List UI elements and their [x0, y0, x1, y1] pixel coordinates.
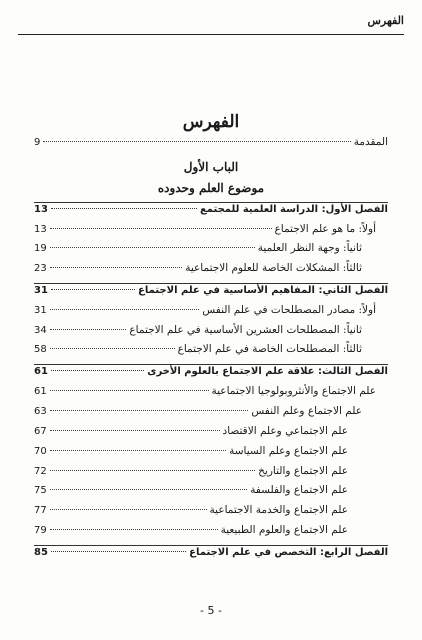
toc-entry[interactable]: [34, 304, 376, 321]
dot-leader: [51, 289, 135, 290]
dot-leader: [50, 509, 207, 510]
toc-entry-label: علم الاجتماع وعلم السياسة: [229, 445, 348, 457]
toc-entry[interactable]: [34, 343, 362, 360]
toc-entry-label: علم الاجتماع وعلم النفس: [251, 405, 362, 417]
chapter-rule: [34, 545, 388, 546]
dot-leader: [50, 247, 255, 248]
toc-entry-label: الفصل الأول: الدراسة العلمية للمجتمع: [199, 204, 388, 215]
toc-entry-label: أولاً: مصادر المصطلحات في علم النفس: [202, 304, 376, 316]
toc-entry[interactable]: [34, 445, 348, 462]
dot-leader: [50, 489, 247, 490]
toc-page-number: 34: [34, 325, 47, 336]
dot-leader: [51, 370, 144, 371]
toc-entry-label: الفصل الثالث: علاقة علم الاجتماع بالعلوم الأخرى: [147, 366, 388, 377]
toc-entry[interactable]: [34, 465, 348, 482]
toc-entry[interactable]: [34, 223, 376, 240]
toc-entry-label: علم الاجتماع والأنثروبولوجيا الاجتماعية: [211, 385, 376, 397]
toc-page-number: 61: [34, 366, 48, 377]
toc-entry[interactable]: [34, 385, 376, 402]
toc-chapter-3[interactable]: [34, 366, 388, 383]
toc-page-number: 58: [34, 344, 47, 355]
dot-leader: [51, 208, 197, 209]
toc-entry-label: ثالثاً: المشكلات الخاصة للعلوم الاجتماعية: [185, 262, 362, 274]
toc-page-number: 77: [34, 505, 47, 516]
toc-page-number: 85: [34, 547, 48, 558]
dot-leader: [50, 267, 183, 268]
toc-entry-label: ثانياً: وجهة النظر العلمية: [257, 242, 362, 254]
toc-entry[interactable]: [34, 484, 348, 501]
toc-entry-label: علم الاجتماع والفلسفة: [250, 484, 348, 496]
toc-entry-label: علم الاجتماع والعلوم الطبيعية: [220, 524, 348, 536]
chapter-rule: [34, 364, 388, 365]
running-head: الفهرس: [367, 14, 404, 27]
toc-page-number: 13: [34, 224, 47, 235]
dot-leader: [51, 551, 186, 552]
toc-entry[interactable]: [34, 524, 348, 541]
toc-page-number: 31: [34, 285, 48, 296]
toc-page-number: 75: [34, 485, 47, 496]
toc-entry-label: الفصل الرابع: التخصص في علم الاجتماع: [189, 547, 388, 558]
toc-page-number: 19: [34, 243, 47, 254]
toc-entry-label: الفصل الثاني: المفاهيم الأساسية في علم الاجتماع: [138, 285, 388, 296]
toc-page-number: 23: [34, 263, 47, 274]
toc-page-number: 63: [34, 406, 47, 417]
toc-page-number: 9: [34, 137, 41, 148]
chapter-rule: [34, 283, 388, 284]
toc-page-number: 61: [34, 386, 47, 397]
dot-leader: [50, 329, 127, 330]
toc-chapter-1[interactable]: [34, 204, 388, 221]
dot-leader: [50, 410, 249, 411]
toc-page-number: 67: [34, 426, 47, 437]
part-subtitle: موضوع العلم وحدوده: [157, 181, 265, 195]
toc-page-number: 70: [34, 446, 47, 457]
toc-page-number: 31: [34, 305, 47, 316]
dot-leader: [50, 450, 226, 451]
toc-entry[interactable]: [34, 405, 362, 422]
toc-entry[interactable]: [34, 242, 362, 259]
dot-leader: [43, 141, 350, 142]
dot-leader: [50, 228, 272, 229]
toc-chapter-4[interactable]: [34, 547, 388, 564]
chapter-rule: [34, 202, 388, 203]
toc-entry[interactable]: [34, 262, 362, 279]
part-title: الباب الأول: [183, 160, 239, 174]
toc-entry[interactable]: [34, 324, 362, 341]
toc-page-number: 79: [34, 525, 47, 536]
dot-leader: [50, 529, 218, 530]
page-title: الفهرس: [182, 112, 240, 132]
toc-entry-label: ثانياً: المصطلحات العشرين الأساسية في علم الاجتماع: [129, 324, 362, 336]
header-rule: [18, 34, 404, 35]
toc-entry-intro[interactable]: [34, 136, 388, 153]
toc-entry-label: علم الاجتماعي وعلم الاقتصاد: [222, 425, 348, 437]
dot-leader: [50, 430, 220, 431]
dot-leader: [50, 348, 175, 349]
toc-chapter-2[interactable]: [34, 285, 388, 302]
toc-entry-label: المقدمة: [353, 136, 388, 148]
toc-entry-label: علم الاجتماع والخدمة الاجتماعية: [209, 504, 348, 516]
dot-leader: [50, 470, 255, 471]
toc-entry-label: ثالثاً: المصطلحات الخاصة في علم الاجتماع: [177, 343, 362, 355]
toc-page-number: 72: [34, 466, 47, 477]
page-number: - 5 -: [200, 604, 222, 617]
toc-entry-label: علم الاجتماع والتاريخ: [258, 465, 348, 477]
toc-page-number: 13: [34, 204, 48, 215]
dot-leader: [50, 390, 209, 391]
dot-leader: [50, 309, 200, 310]
toc-entry[interactable]: [34, 425, 348, 442]
toc-entry-label: أولاً: ما هو علم الاجتماع: [274, 223, 376, 235]
toc-entry[interactable]: [34, 504, 348, 521]
